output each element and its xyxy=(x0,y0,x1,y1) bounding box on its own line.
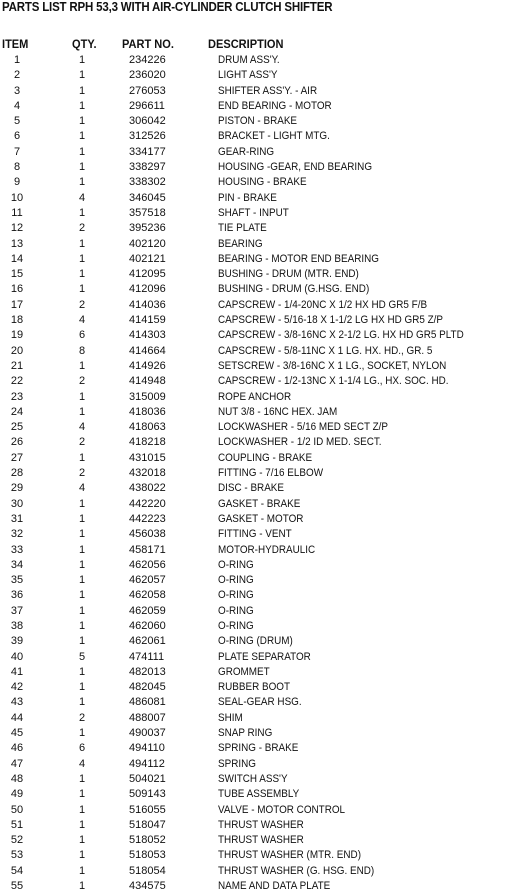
table-row xyxy=(0,252,509,267)
part-number: 414664 xyxy=(129,344,166,357)
quantity: 2 xyxy=(78,436,86,449)
quantity: 1 xyxy=(78,69,86,82)
table-row xyxy=(0,68,509,83)
description: FITTING - 7/16 ELBOW xyxy=(218,467,324,480)
quantity: 1 xyxy=(78,635,86,648)
table-row xyxy=(0,374,509,389)
item-number: 48 xyxy=(10,772,24,785)
part-number: 418036 xyxy=(129,405,166,418)
description: BUSHING - DRUM (MTR. END) xyxy=(218,268,359,281)
table-row xyxy=(0,237,509,252)
quantity: 1 xyxy=(78,604,86,617)
item-number: 39 xyxy=(10,635,24,648)
description: RUBBER BOOT xyxy=(218,681,291,694)
part-number: 312526 xyxy=(129,130,166,143)
part-number: 414303 xyxy=(129,329,166,342)
part-number: 357518 xyxy=(129,206,166,219)
table-row xyxy=(0,466,509,481)
part-number: 504021 xyxy=(129,772,166,785)
table-row xyxy=(0,114,509,129)
table-row xyxy=(0,512,509,527)
table-row xyxy=(0,84,509,99)
description: PIN - BRAKE xyxy=(218,191,277,204)
quantity: 1 xyxy=(78,803,86,816)
description: BEARING xyxy=(218,237,263,250)
table-row xyxy=(0,298,509,313)
part-number: 414926 xyxy=(129,359,166,372)
quantity: 1 xyxy=(78,696,86,709)
table-row xyxy=(0,634,509,649)
part-number: 482045 xyxy=(129,681,166,694)
description: HOUSING - BRAKE xyxy=(218,176,307,189)
item-number: 28 xyxy=(10,467,24,480)
table-row xyxy=(0,451,509,466)
description: BRACKET - LIGHT MTG. xyxy=(218,130,330,143)
description: SNAP RING xyxy=(218,727,273,740)
table-row xyxy=(0,665,509,680)
table-row xyxy=(0,328,509,343)
description: SPRING - BRAKE xyxy=(218,742,299,755)
table-row xyxy=(0,757,509,772)
table-row xyxy=(0,619,509,634)
item-number: 54 xyxy=(10,864,24,877)
table-row xyxy=(0,864,509,879)
item-number: 40 xyxy=(10,650,24,663)
quantity: 1 xyxy=(78,574,86,587)
item-number: 23 xyxy=(10,390,24,403)
item-number: 50 xyxy=(10,803,24,816)
quantity: 1 xyxy=(78,359,86,372)
column-header-item: ITEM xyxy=(2,37,29,51)
table-row xyxy=(0,741,509,756)
part-number: 486081 xyxy=(129,696,166,709)
item-number: 34 xyxy=(10,558,24,571)
part-number: 488007 xyxy=(129,711,166,724)
quantity: 1 xyxy=(78,99,86,112)
item-number: 18 xyxy=(10,314,24,327)
item-number: 36 xyxy=(10,589,24,602)
description: O-RING xyxy=(218,589,254,602)
table-row xyxy=(0,818,509,833)
parts-list xyxy=(0,53,509,894)
description: O-RING xyxy=(218,604,254,617)
column-header-qty: QTY. xyxy=(72,37,97,51)
quantity: 1 xyxy=(78,619,86,632)
part-number: 234226 xyxy=(129,54,166,66)
part-number: 276053 xyxy=(129,84,166,97)
table-row xyxy=(0,282,509,297)
table-row xyxy=(0,573,509,588)
item-number: 21 xyxy=(10,359,24,372)
item-number: 53 xyxy=(10,849,24,862)
item-number: 17 xyxy=(10,298,24,311)
part-number: 482013 xyxy=(129,665,166,678)
item-number: 42 xyxy=(10,681,24,694)
item-number: 43 xyxy=(10,696,24,709)
description: END BEARING - MOTOR xyxy=(218,99,332,112)
part-number: 438022 xyxy=(129,482,166,495)
part-number: 518047 xyxy=(129,818,166,831)
part-number: 418218 xyxy=(129,436,166,449)
part-number: 490037 xyxy=(129,727,166,740)
part-number: 412096 xyxy=(129,283,166,296)
table-row xyxy=(0,191,509,206)
table-row xyxy=(0,344,509,359)
description: CAPSCREW - 1/4-20NC X 1/2 HX HD GR5 F/B xyxy=(218,298,428,311)
table-row xyxy=(0,558,509,573)
description: CAPSCREW - 5/8-11NC X 1 LG. HX. HD., GR. 5 xyxy=(218,344,433,357)
item-number: 9 xyxy=(13,176,21,189)
item-number: 6 xyxy=(13,130,21,143)
table-row xyxy=(0,695,509,710)
quantity: 1 xyxy=(78,665,86,678)
part-number: 456038 xyxy=(129,528,166,541)
description: CAPSCREW - 3/8-16NC X 2-1/2 LG. HX HD GR5 PLTD xyxy=(218,329,464,342)
description: THRUST WASHER xyxy=(218,834,304,847)
quantity: 1 xyxy=(78,405,86,418)
description: CAPSCREW - 1/2-13NC X 1-1/4 LG., HX. SOC. HD. xyxy=(218,375,449,388)
item-number: 55 xyxy=(10,880,24,893)
part-number: 402121 xyxy=(129,252,166,265)
part-number: 414948 xyxy=(129,375,166,388)
quantity: 2 xyxy=(78,222,86,235)
part-number: 315009 xyxy=(129,390,166,403)
table-row xyxy=(0,650,509,665)
quantity: 1 xyxy=(78,512,86,525)
part-number: 418063 xyxy=(129,421,166,434)
quantity: 1 xyxy=(78,681,86,694)
part-number: 338302 xyxy=(129,176,166,189)
description: BUSHING - DRUM (G.HSG. END) xyxy=(218,283,370,296)
quantity: 8 xyxy=(78,344,86,357)
part-number: 494110 xyxy=(129,742,165,755)
description: PLATE SEPARATOR xyxy=(218,650,311,663)
quantity: 1 xyxy=(78,130,86,143)
item-number: 3 xyxy=(13,84,21,97)
quantity: 1 xyxy=(78,834,86,847)
item-number: 4 xyxy=(13,99,21,112)
table-row xyxy=(0,848,509,863)
item-number: 46 xyxy=(10,742,24,755)
quantity: 5 xyxy=(78,650,86,663)
item-number: 5 xyxy=(13,115,21,128)
part-number: 462060 xyxy=(129,619,166,632)
quantity: 1 xyxy=(78,451,86,464)
quantity: 1 xyxy=(78,589,86,602)
description: COUPLING - BRAKE xyxy=(218,451,313,464)
description: DRUM ASS'Y. xyxy=(218,54,280,66)
quantity: 1 xyxy=(78,390,86,403)
description: GASKET - MOTOR xyxy=(218,512,304,525)
part-number: 431015 xyxy=(129,451,166,464)
quantity: 1 xyxy=(78,864,86,877)
description: THRUST WASHER (G. HSG. END) xyxy=(218,864,375,877)
table-row xyxy=(0,497,509,512)
item-number: 32 xyxy=(10,528,24,541)
table-row xyxy=(0,772,509,787)
quantity: 1 xyxy=(78,145,86,158)
table-row xyxy=(0,604,509,619)
part-number: 434575 xyxy=(129,880,166,893)
item-number: 22 xyxy=(10,375,24,388)
part-number: 346045 xyxy=(129,191,166,204)
quantity: 2 xyxy=(78,711,86,724)
description: HOUSING -GEAR, END BEARING xyxy=(218,161,373,174)
quantity: 1 xyxy=(78,497,86,510)
item-number: 38 xyxy=(10,619,24,632)
quantity: 1 xyxy=(78,115,86,128)
item-number: 35 xyxy=(10,574,24,587)
quantity: 1 xyxy=(78,206,86,219)
item-number: 10 xyxy=(10,191,24,204)
item-number: 15 xyxy=(10,268,24,281)
description: MOTOR-HYDRAULIC xyxy=(218,543,316,556)
quantity: 2 xyxy=(78,298,86,311)
table-row xyxy=(0,435,509,450)
part-number: 518053 xyxy=(129,849,166,862)
part-number: 442220 xyxy=(129,497,166,510)
item-number: 24 xyxy=(10,405,24,418)
table-row xyxy=(0,53,509,68)
description: THRUST WASHER xyxy=(218,818,304,831)
item-number: 31 xyxy=(10,512,24,525)
quantity: 1 xyxy=(78,788,86,801)
table-row xyxy=(0,588,509,603)
item-number: 51 xyxy=(10,818,24,831)
quantity: 6 xyxy=(78,742,86,755)
item-number: 14 xyxy=(10,252,24,265)
quantity: 2 xyxy=(78,467,86,480)
item-number: 37 xyxy=(10,604,24,617)
table-row xyxy=(0,359,509,374)
quantity: 1 xyxy=(78,528,86,541)
item-number: 2 xyxy=(13,69,21,82)
description: DISC - BRAKE xyxy=(218,482,285,495)
table-row xyxy=(0,726,509,741)
part-number: 462057 xyxy=(129,574,166,587)
table-row xyxy=(0,390,509,405)
part-number: 395236 xyxy=(129,222,166,235)
table-row xyxy=(0,175,509,190)
table-row xyxy=(0,221,509,236)
quantity: 1 xyxy=(78,727,86,740)
item-number: 47 xyxy=(10,757,24,770)
description: THRUST WASHER (MTR. END) xyxy=(218,849,362,862)
quantity: 4 xyxy=(78,191,86,204)
part-number: 414159 xyxy=(129,314,166,327)
description: GASKET - BRAKE xyxy=(218,497,301,510)
description: SHIM xyxy=(218,711,243,724)
description: ROPE ANCHOR xyxy=(218,390,292,403)
item-number: 25 xyxy=(10,421,24,434)
item-number: 52 xyxy=(10,834,24,847)
description: BEARING - MOTOR END BEARING xyxy=(218,252,379,265)
description: LOCKWASHER - 5/16 MED SECT Z/P xyxy=(218,421,388,434)
quantity: 1 xyxy=(78,543,86,556)
description: TIE PLATE xyxy=(218,222,267,235)
table-row xyxy=(0,99,509,114)
quantity: 1 xyxy=(78,283,86,296)
quantity: 4 xyxy=(78,314,86,327)
item-number: 49 xyxy=(10,788,24,801)
part-number: 442223 xyxy=(129,512,166,525)
description: SPRING xyxy=(218,757,256,770)
item-number: 41 xyxy=(10,665,24,678)
description: O-RING xyxy=(218,558,254,571)
table-row xyxy=(0,160,509,175)
part-number: 462059 xyxy=(129,604,166,617)
item-number: 20 xyxy=(10,344,24,357)
quantity: 6 xyxy=(78,329,86,342)
page-title: PARTS LIST RPH 53,3 WITH AIR-CYLINDER CLUTCH SHIFTER xyxy=(2,0,333,14)
quantity: 1 xyxy=(78,84,86,97)
quantity: 4 xyxy=(78,757,86,770)
part-number: 306042 xyxy=(129,115,166,128)
quantity: 1 xyxy=(78,268,86,281)
part-number: 414036 xyxy=(129,298,166,311)
item-number: 29 xyxy=(10,482,24,495)
item-number: 44 xyxy=(10,711,24,724)
item-number: 13 xyxy=(10,237,24,250)
description: LIGHT ASS'Y xyxy=(218,69,278,82)
quantity: 1 xyxy=(78,849,86,862)
item-number: 19 xyxy=(10,329,24,342)
item-number: 8 xyxy=(13,161,21,174)
column-header-description: DESCRIPTION xyxy=(208,37,284,51)
item-number: 16 xyxy=(10,283,24,296)
description: FITTING - VENT xyxy=(218,528,292,541)
table-row xyxy=(0,833,509,848)
part-number: 516055 xyxy=(129,803,166,816)
quantity: 4 xyxy=(78,482,86,495)
quantity: 1 xyxy=(78,161,86,174)
description: PISTON - BRAKE xyxy=(218,115,298,128)
part-number: 432018 xyxy=(129,467,166,480)
table-row xyxy=(0,787,509,802)
description: GROMMET xyxy=(218,665,270,678)
description: SHAFT - INPUT xyxy=(218,206,289,219)
table-row xyxy=(0,313,509,328)
part-number: 518052 xyxy=(129,834,166,847)
quantity: 1 xyxy=(78,237,86,250)
quantity: 1 xyxy=(78,818,86,831)
table-row xyxy=(0,206,509,221)
description: NUT 3/8 - 16NC HEX. JAM xyxy=(218,405,338,418)
part-number: 518054 xyxy=(129,864,166,877)
part-number: 458171 xyxy=(129,543,166,556)
table-row xyxy=(0,803,509,818)
description: O-RING (DRUM) xyxy=(218,635,293,648)
part-number: 474111 xyxy=(129,650,165,663)
table-row xyxy=(0,129,509,144)
table-row xyxy=(0,405,509,420)
table-row xyxy=(0,543,509,558)
table-row xyxy=(0,267,509,282)
description: TUBE ASSEMBLY xyxy=(218,788,300,801)
description: SWITCH ASS'Y xyxy=(218,772,288,785)
table-row xyxy=(0,481,509,496)
item-number: 30 xyxy=(10,497,24,510)
table-row xyxy=(0,680,509,695)
quantity: 4 xyxy=(78,421,86,434)
part-number: 338297 xyxy=(129,161,166,174)
item-number: 27 xyxy=(10,451,24,464)
quantity: 1 xyxy=(78,176,86,189)
quantity: 1 xyxy=(78,558,86,571)
part-number: 296611 xyxy=(129,99,165,112)
description: O-RING xyxy=(218,574,254,587)
part-number: 412095 xyxy=(129,268,166,281)
description: SETSCREW - 3/8-16NC X 1 LG., SOCKET, NYLON xyxy=(218,359,447,372)
description: GEAR-RING xyxy=(218,145,275,158)
part-number: 509143 xyxy=(129,788,166,801)
table-row xyxy=(0,145,509,160)
table-row xyxy=(0,879,509,894)
description: SHIFTER ASS'Y. - AIR xyxy=(218,84,318,97)
part-number: 402120 xyxy=(129,237,166,250)
part-number: 462058 xyxy=(129,589,166,602)
part-number: 236020 xyxy=(129,69,166,82)
description: VALVE - MOTOR CONTROL xyxy=(218,803,346,816)
item-number: 45 xyxy=(10,727,24,740)
description: O-RING xyxy=(218,619,254,632)
table-row xyxy=(0,527,509,542)
part-number: 462061 xyxy=(129,635,166,648)
item-number: 33 xyxy=(10,543,24,556)
table-row xyxy=(0,420,509,435)
part-number: 462056 xyxy=(129,558,166,571)
description: LOCKWASHER - 1/2 ID MED. SECT. xyxy=(218,436,382,449)
quantity: 1 xyxy=(78,54,86,66)
part-number: 334177 xyxy=(129,145,166,158)
column-header-part-no: PART NO. xyxy=(122,37,174,51)
item-number: 11 xyxy=(11,206,23,219)
quantity: 1 xyxy=(78,252,86,265)
item-number: 7 xyxy=(13,145,21,158)
part-number: 494112 xyxy=(129,757,165,770)
table-row xyxy=(0,711,509,726)
description: CAPSCREW - 5/16-18 X 1-1/2 LG HX HD GR5 Z/P xyxy=(218,314,444,327)
item-number: 1 xyxy=(13,54,21,66)
description: SEAL-GEAR HSG. xyxy=(218,696,302,709)
description: NAME AND DATA PLATE xyxy=(218,880,331,893)
quantity: 2 xyxy=(78,375,86,388)
item-number: 26 xyxy=(10,436,24,449)
quantity: 1 xyxy=(78,880,86,893)
item-number: 12 xyxy=(10,222,24,235)
quantity: 1 xyxy=(78,772,86,785)
